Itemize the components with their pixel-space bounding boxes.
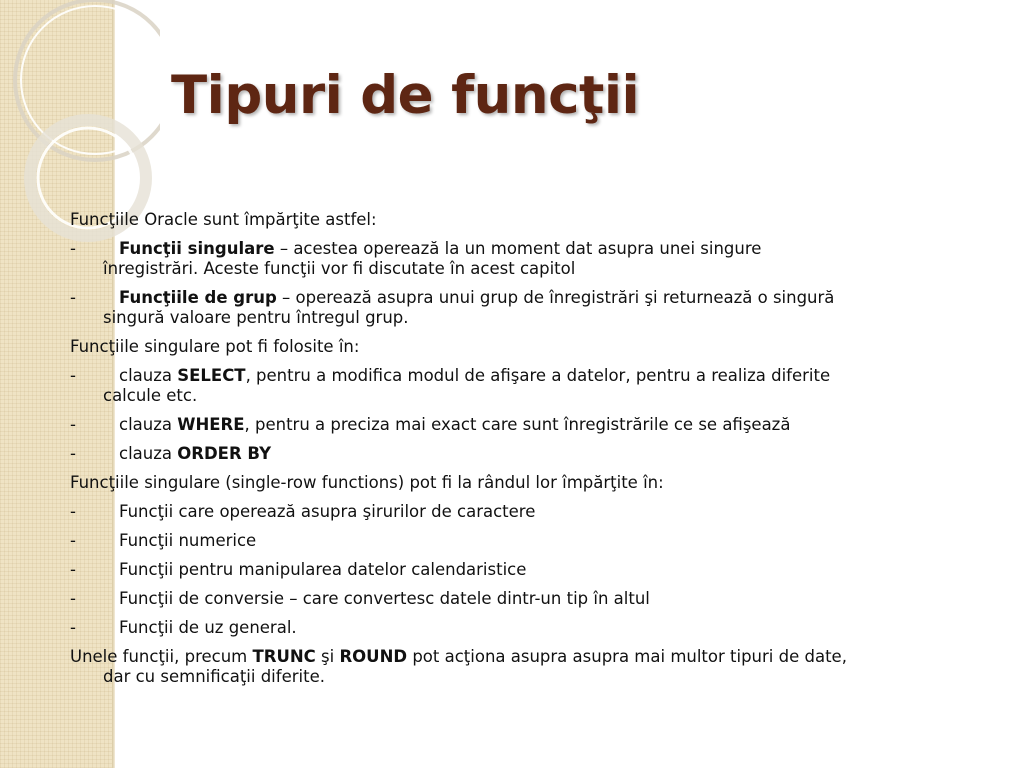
bullet-continuation: singură valoare pentru întregul grup. [103, 308, 409, 327]
closing-prefix: Unele funcţii, precum [70, 647, 253, 666]
closing-bold-round: ROUND [339, 647, 408, 666]
bullet-continuation: înregistrări. Aceste funcţii vor fi discutate în acest capitol [103, 259, 576, 278]
bullet-clause-select [70, 366, 1000, 406]
bullet-dash: - [70, 560, 76, 579]
bullet-dash: - [70, 531, 76, 550]
bullet-funcțiile-de-grup [70, 288, 1000, 328]
bullet-dash: - [70, 288, 76, 307]
bullet-dash: - [70, 618, 76, 637]
bullet-category [70, 589, 1000, 609]
bullet-text: – acestea operează la un moment dat asupra unei singure [274, 239, 762, 258]
bullet-text: Funcţii pentru manipularea datelor calendaristice [119, 560, 527, 579]
slide-title: Tipuri de funcţii [171, 65, 640, 126]
decorative-ring-large [15, 0, 160, 160]
closing-continuation: dar cu semnificaţii diferite. [103, 667, 325, 686]
bullet-text: Funcţii numerice [119, 531, 257, 550]
bullet-text: Funcţii care operează asupra şirurilor de caractere [119, 502, 536, 521]
usage-intro-paragraph: Funcţiile singulare pot fi folosite în: [70, 337, 360, 356]
bullet-dash: - [70, 415, 76, 434]
closing-bold-trunc: TRUNC [252, 647, 316, 666]
closing-mid: şi [315, 647, 340, 666]
bullet-bold-term: ORDER BY [177, 444, 272, 463]
decorative-ring-large-inner [21, 6, 160, 154]
bullet-dash: - [70, 589, 76, 608]
bullet-bold-term: WHERE [177, 415, 245, 434]
bullet-category [70, 531, 1000, 551]
bullet-funcții-singulare [70, 239, 1000, 279]
bullet-dash: - [70, 444, 76, 463]
bullet-clause-where [70, 415, 1000, 435]
bullet-prefix: clauza [119, 444, 178, 463]
bullet-continuation: calcule etc. [103, 386, 198, 405]
intro-paragraph: Funcţiile Oracle sunt împărţite astfel: [70, 210, 377, 229]
bullet-text: Funcţii de uz general. [119, 618, 297, 637]
bullet-text: – operează asupra unui grup de înregistrări şi returnează o singură [276, 288, 835, 307]
bullet-prefix: clauza [119, 415, 178, 434]
closing-text: pot acţiona asupra asupra mai multor tipuri de date, [407, 647, 847, 666]
bullet-bold-term: Funcţii singulare [119, 239, 275, 258]
bullet-text: Funcţii de conversie – care convertesc datele dintr-un tip în altul [119, 589, 650, 608]
closing-paragraph [70, 647, 1000, 687]
bullet-clause-order-by [70, 444, 1000, 464]
bullet-bold-term: SELECT [177, 366, 246, 385]
bullet-text: , pentru a preciza mai exact care sunt înregistrările ce se afişează [244, 415, 791, 434]
bullet-category [70, 618, 1000, 638]
categories-intro-paragraph: Funcţiile singulare (single-row functions) pot fi la rândul lor împărţite în: [70, 473, 664, 492]
bullet-category [70, 502, 1000, 522]
bullet-dash: - [70, 239, 76, 258]
bullet-dash: - [70, 366, 76, 385]
bullet-category [70, 560, 1000, 580]
slide-body [70, 210, 1000, 696]
bullet-prefix: clauza [119, 366, 178, 385]
bullet-bold-term: Funcţiile de grup [119, 288, 277, 307]
bullet-text: , pentru a modifica modul de afişare a datelor, pentru a realiza diferite [245, 366, 831, 385]
bullet-dash: - [70, 502, 76, 521]
